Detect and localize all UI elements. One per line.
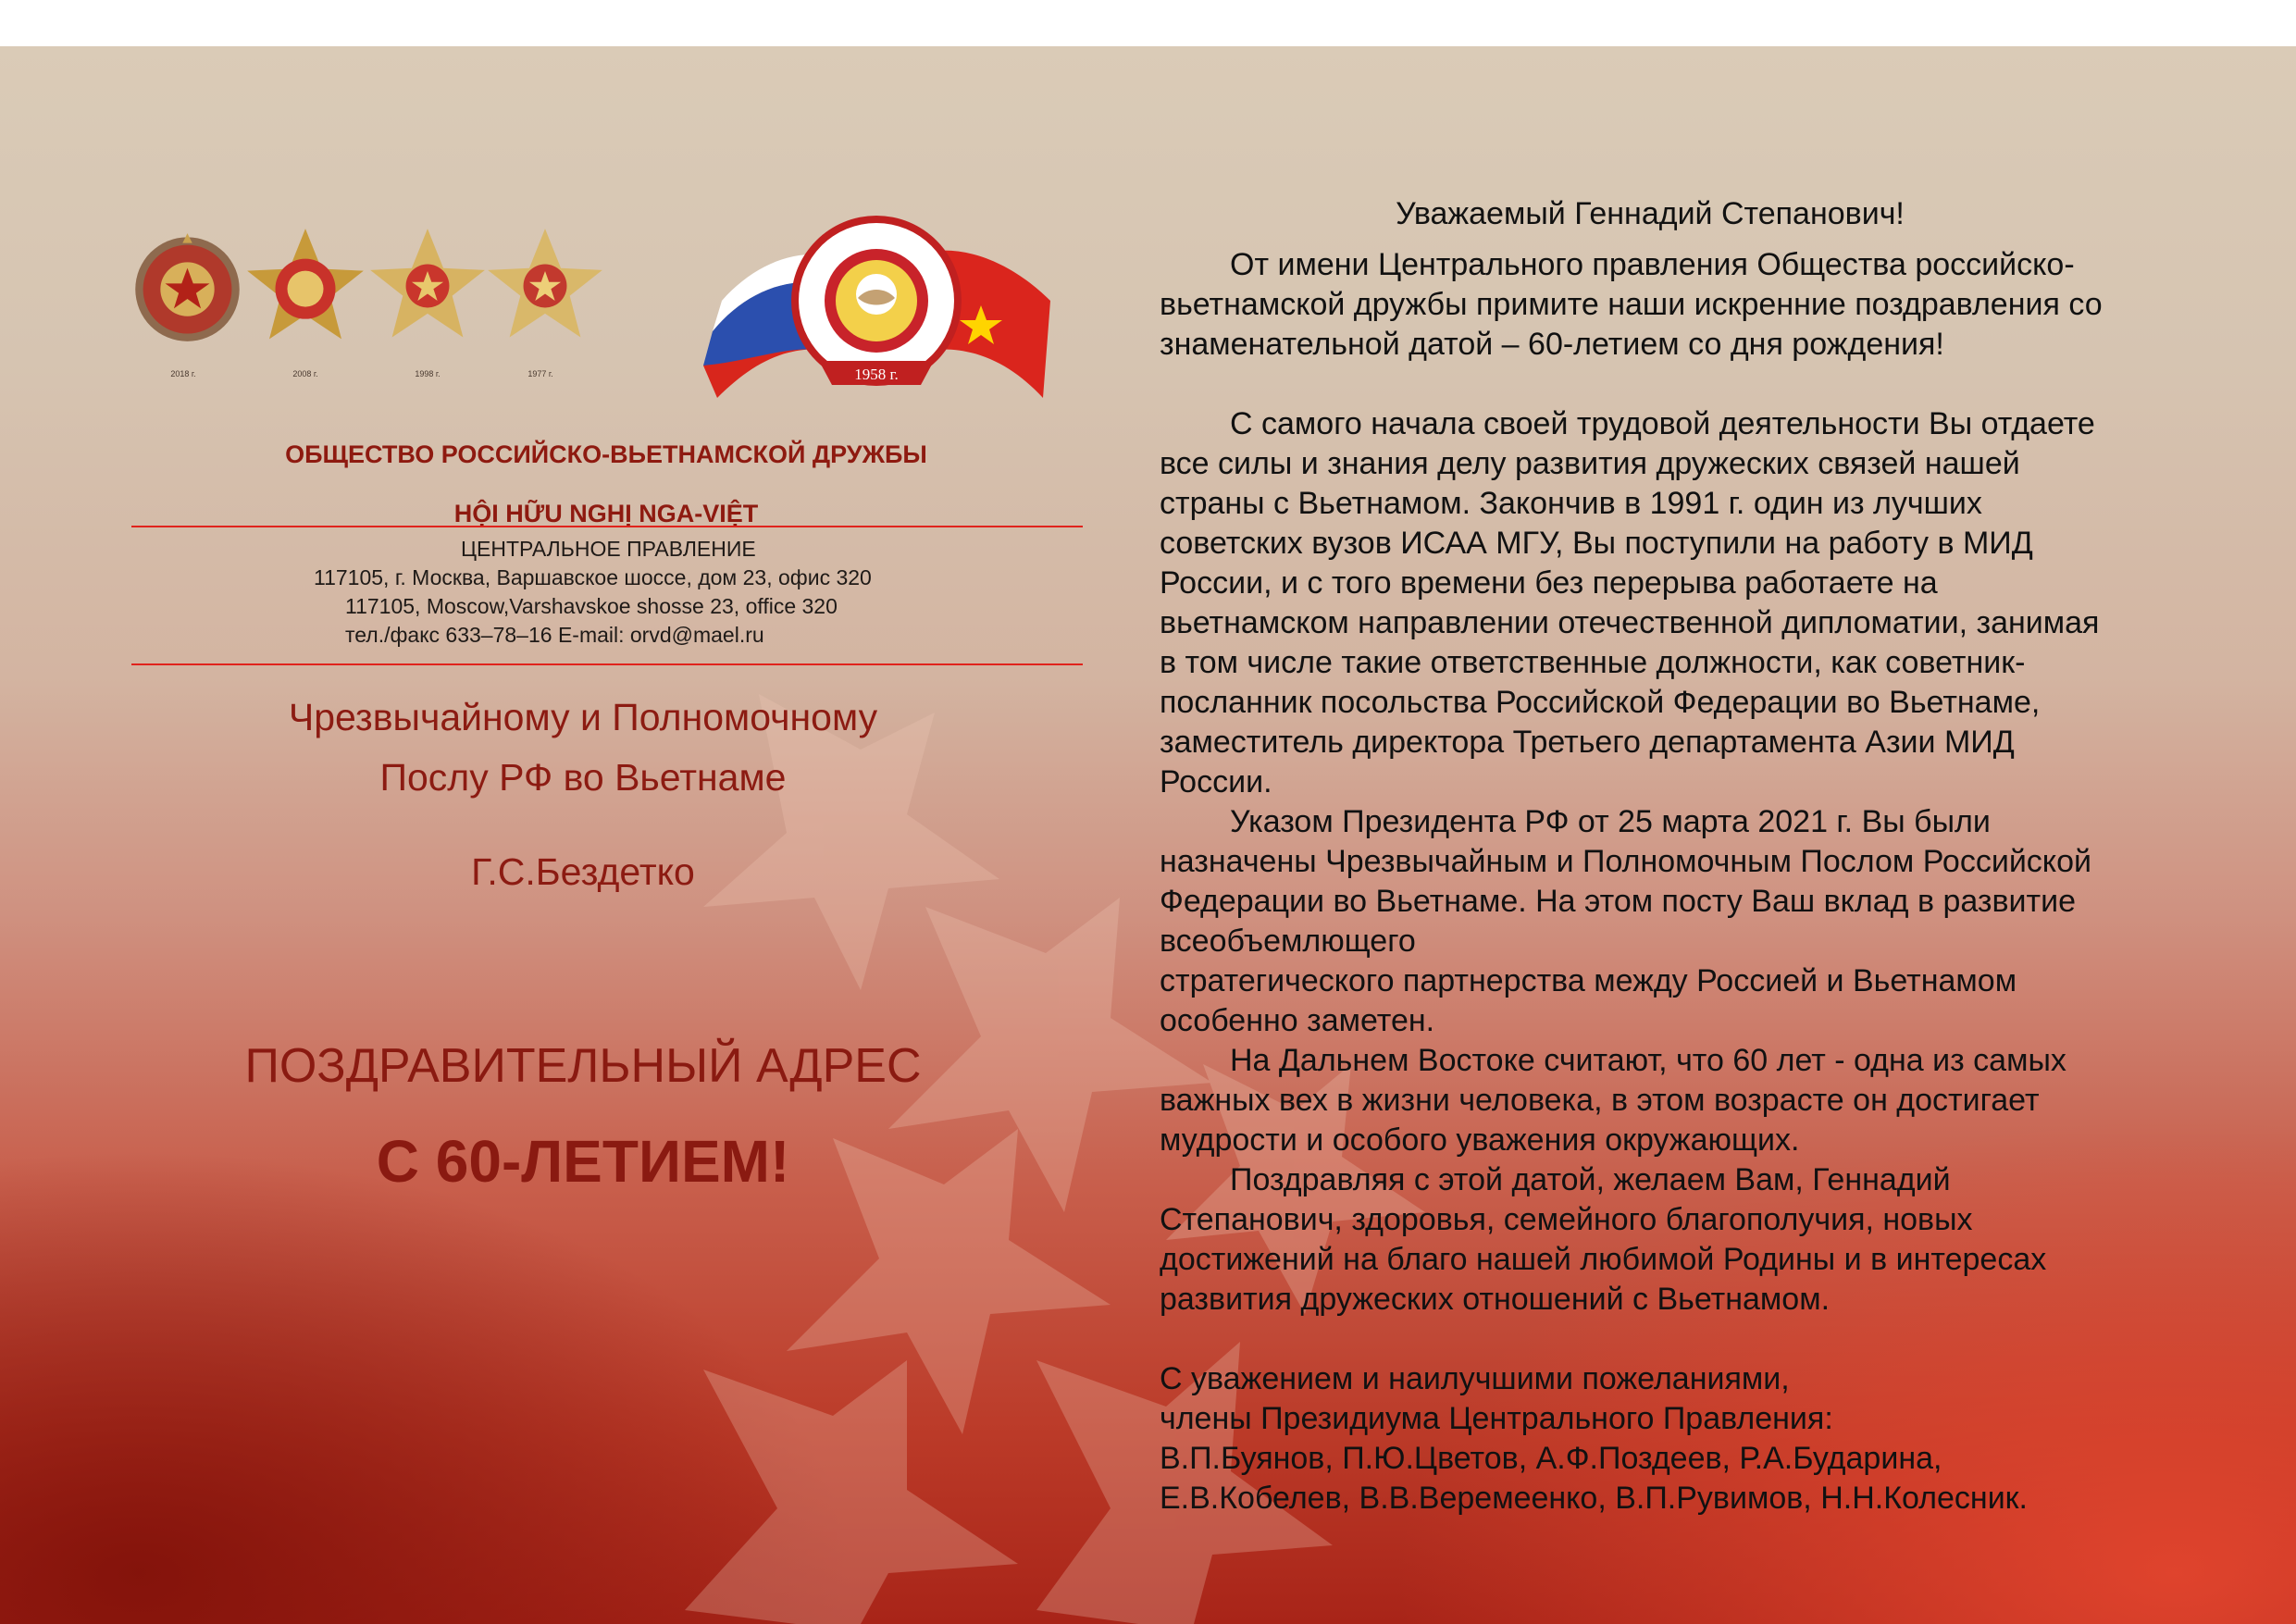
address-en: 117105, Moscow,Varshavskoe shosse 23, office 320 xyxy=(345,594,838,618)
medal-icon xyxy=(486,227,604,345)
heading-line1: ПОЗДРАВИТЕЛЬНЫЙ АДРЕС xyxy=(244,1039,922,1093)
text-line: все силы и знания делу развития дружеских связей нашей xyxy=(1160,446,2020,481)
paragraph-3 xyxy=(1160,802,2224,1041)
text-line: России, и с того времени без перерыва работаете на xyxy=(1160,565,1938,601)
text-line: С самого начала своей трудовой деятельности Вы отдаете xyxy=(1230,406,2095,441)
text-line: мудрости и особого уважения окружающих. xyxy=(1160,1122,1800,1158)
signatories-line: В.П.Буянов, П.Ю.Цветов, А.Ф.Поздеев, Р.А.Бударина, xyxy=(1160,1441,1942,1476)
text-line: заместитель директора Третьего департамента Азии МИД xyxy=(1160,725,2015,760)
organization-name-ru: ОБЩЕСТВО РОССИЙСКО-ВЬЕТНАМСКОЙ ДРУЖБЫ xyxy=(285,440,927,468)
text-line: особенно заметен. xyxy=(1160,1003,1435,1038)
divider-top xyxy=(131,526,1083,527)
recipient-title-line1: Чрезвычайному и Полномочному xyxy=(288,696,878,738)
divider-bottom xyxy=(131,663,1083,665)
recipient-name: Г.С.Бездетко xyxy=(471,850,695,893)
heading-line2: С 60-ЛЕТИЕМ! xyxy=(376,1128,790,1195)
paragraph-5 xyxy=(1160,1160,2224,1320)
text-line: советских вузов ИСАА МГУ, Вы поступили на работу в МИД xyxy=(1160,526,2033,561)
text-line: вьетнамском направлении отечественной дипломатии, занимая xyxy=(1160,605,2100,640)
signatories-line: Е.В.Кобелев, В.В.Веремеенко, В.П.Рувимов, Н.Н.Колесник. xyxy=(1160,1481,2029,1516)
organization-name-vn: HỘI HỮU NGHỊ NGA-VIỆT xyxy=(453,500,759,527)
text-line: Поздравляя с этой датой, желаем Вам, Геннадий xyxy=(1230,1162,1951,1197)
contacts: тел./факс 633–78–16 E-mail: orvd@mael.ru xyxy=(345,623,764,647)
text-line: Федерации во Вьетнаме. На этом посту Ваш вклад в развитие xyxy=(1160,884,2077,919)
text-line: страны с Вьетнамом. Закончив в 1991 г. один из лучших xyxy=(1160,486,1982,521)
paragraph-4 xyxy=(1160,1041,2224,1160)
text-line: всеобъемлющего xyxy=(1160,924,1416,959)
text-line: Указом Президента РФ от 25 марта 2021 г. Вы были xyxy=(1230,804,1991,839)
society-emblem-icon xyxy=(699,213,1055,421)
greeting-card xyxy=(0,46,2296,1624)
paragraph-2 xyxy=(1160,404,2224,802)
text-line: России. xyxy=(1160,764,1272,800)
text-line: На Дальнем Востоке считают, что 60 лет - одна из самых xyxy=(1230,1043,2066,1078)
medal-year-label: 1998 г. xyxy=(415,369,441,378)
emblem-year: 1958 г. xyxy=(854,366,899,383)
salutation: Уважаемый Геннадий Степанович! xyxy=(1396,196,1905,231)
medal-icon xyxy=(245,227,366,347)
closing-line: члены Президиума Центрального Правления: xyxy=(1160,1401,1833,1436)
text-line: стратегического партнерства между Россией и Вьетнамом xyxy=(1160,963,2017,998)
text-line: развития дружеских отношений с Вьетнамом. xyxy=(1160,1282,1831,1317)
address-ru: 117105, г. Москва, Варшавское шоссе, дом 23, офис 320 xyxy=(314,565,872,589)
text-line: вьетнамской дружбы примите наши искренние поздравления со xyxy=(1160,287,2103,322)
medal-year-label: 2008 г. xyxy=(292,369,318,378)
text-line: достижений на благо нашей любимой Родины и в интересах xyxy=(1160,1242,2047,1277)
text-line: в том числе такие ответственные должности, как советник- xyxy=(1160,645,2026,680)
recipient-title-line2: Послу РФ во Вьетнаме xyxy=(379,756,787,799)
text-line: знаменательной датой – 60-летием со дня рождения! xyxy=(1160,327,1944,362)
text-line: назначены Чрезвычайным и Полномочным Послом Российской xyxy=(1160,844,2091,879)
text-line: От имени Центрального правления Общества российско- xyxy=(1230,247,2075,282)
closing-line: С уважением и наилучшими пожеланиями, xyxy=(1160,1361,1790,1396)
text-line: посланник посольства Российской Федерации во Вьетнаме, xyxy=(1160,685,2041,720)
medal-year-label: 2018 г. xyxy=(170,369,196,378)
text-line: важных вех в жизни человека, в этом возрасте он достигает xyxy=(1160,1083,2040,1118)
paragraph-1 xyxy=(1160,245,2224,365)
closing xyxy=(1160,1359,2224,1519)
medal-icon xyxy=(130,229,245,345)
medal-year-label: 1977 г. xyxy=(527,369,553,378)
board-label: ЦЕНТРАЛЬНОЕ ПРАВЛЕНИЕ xyxy=(461,537,756,561)
text-line: Степанович, здоровья, семейного благополучия, новых xyxy=(1160,1202,1973,1237)
medal-icon xyxy=(368,227,487,345)
letter-body xyxy=(1160,194,2224,1519)
